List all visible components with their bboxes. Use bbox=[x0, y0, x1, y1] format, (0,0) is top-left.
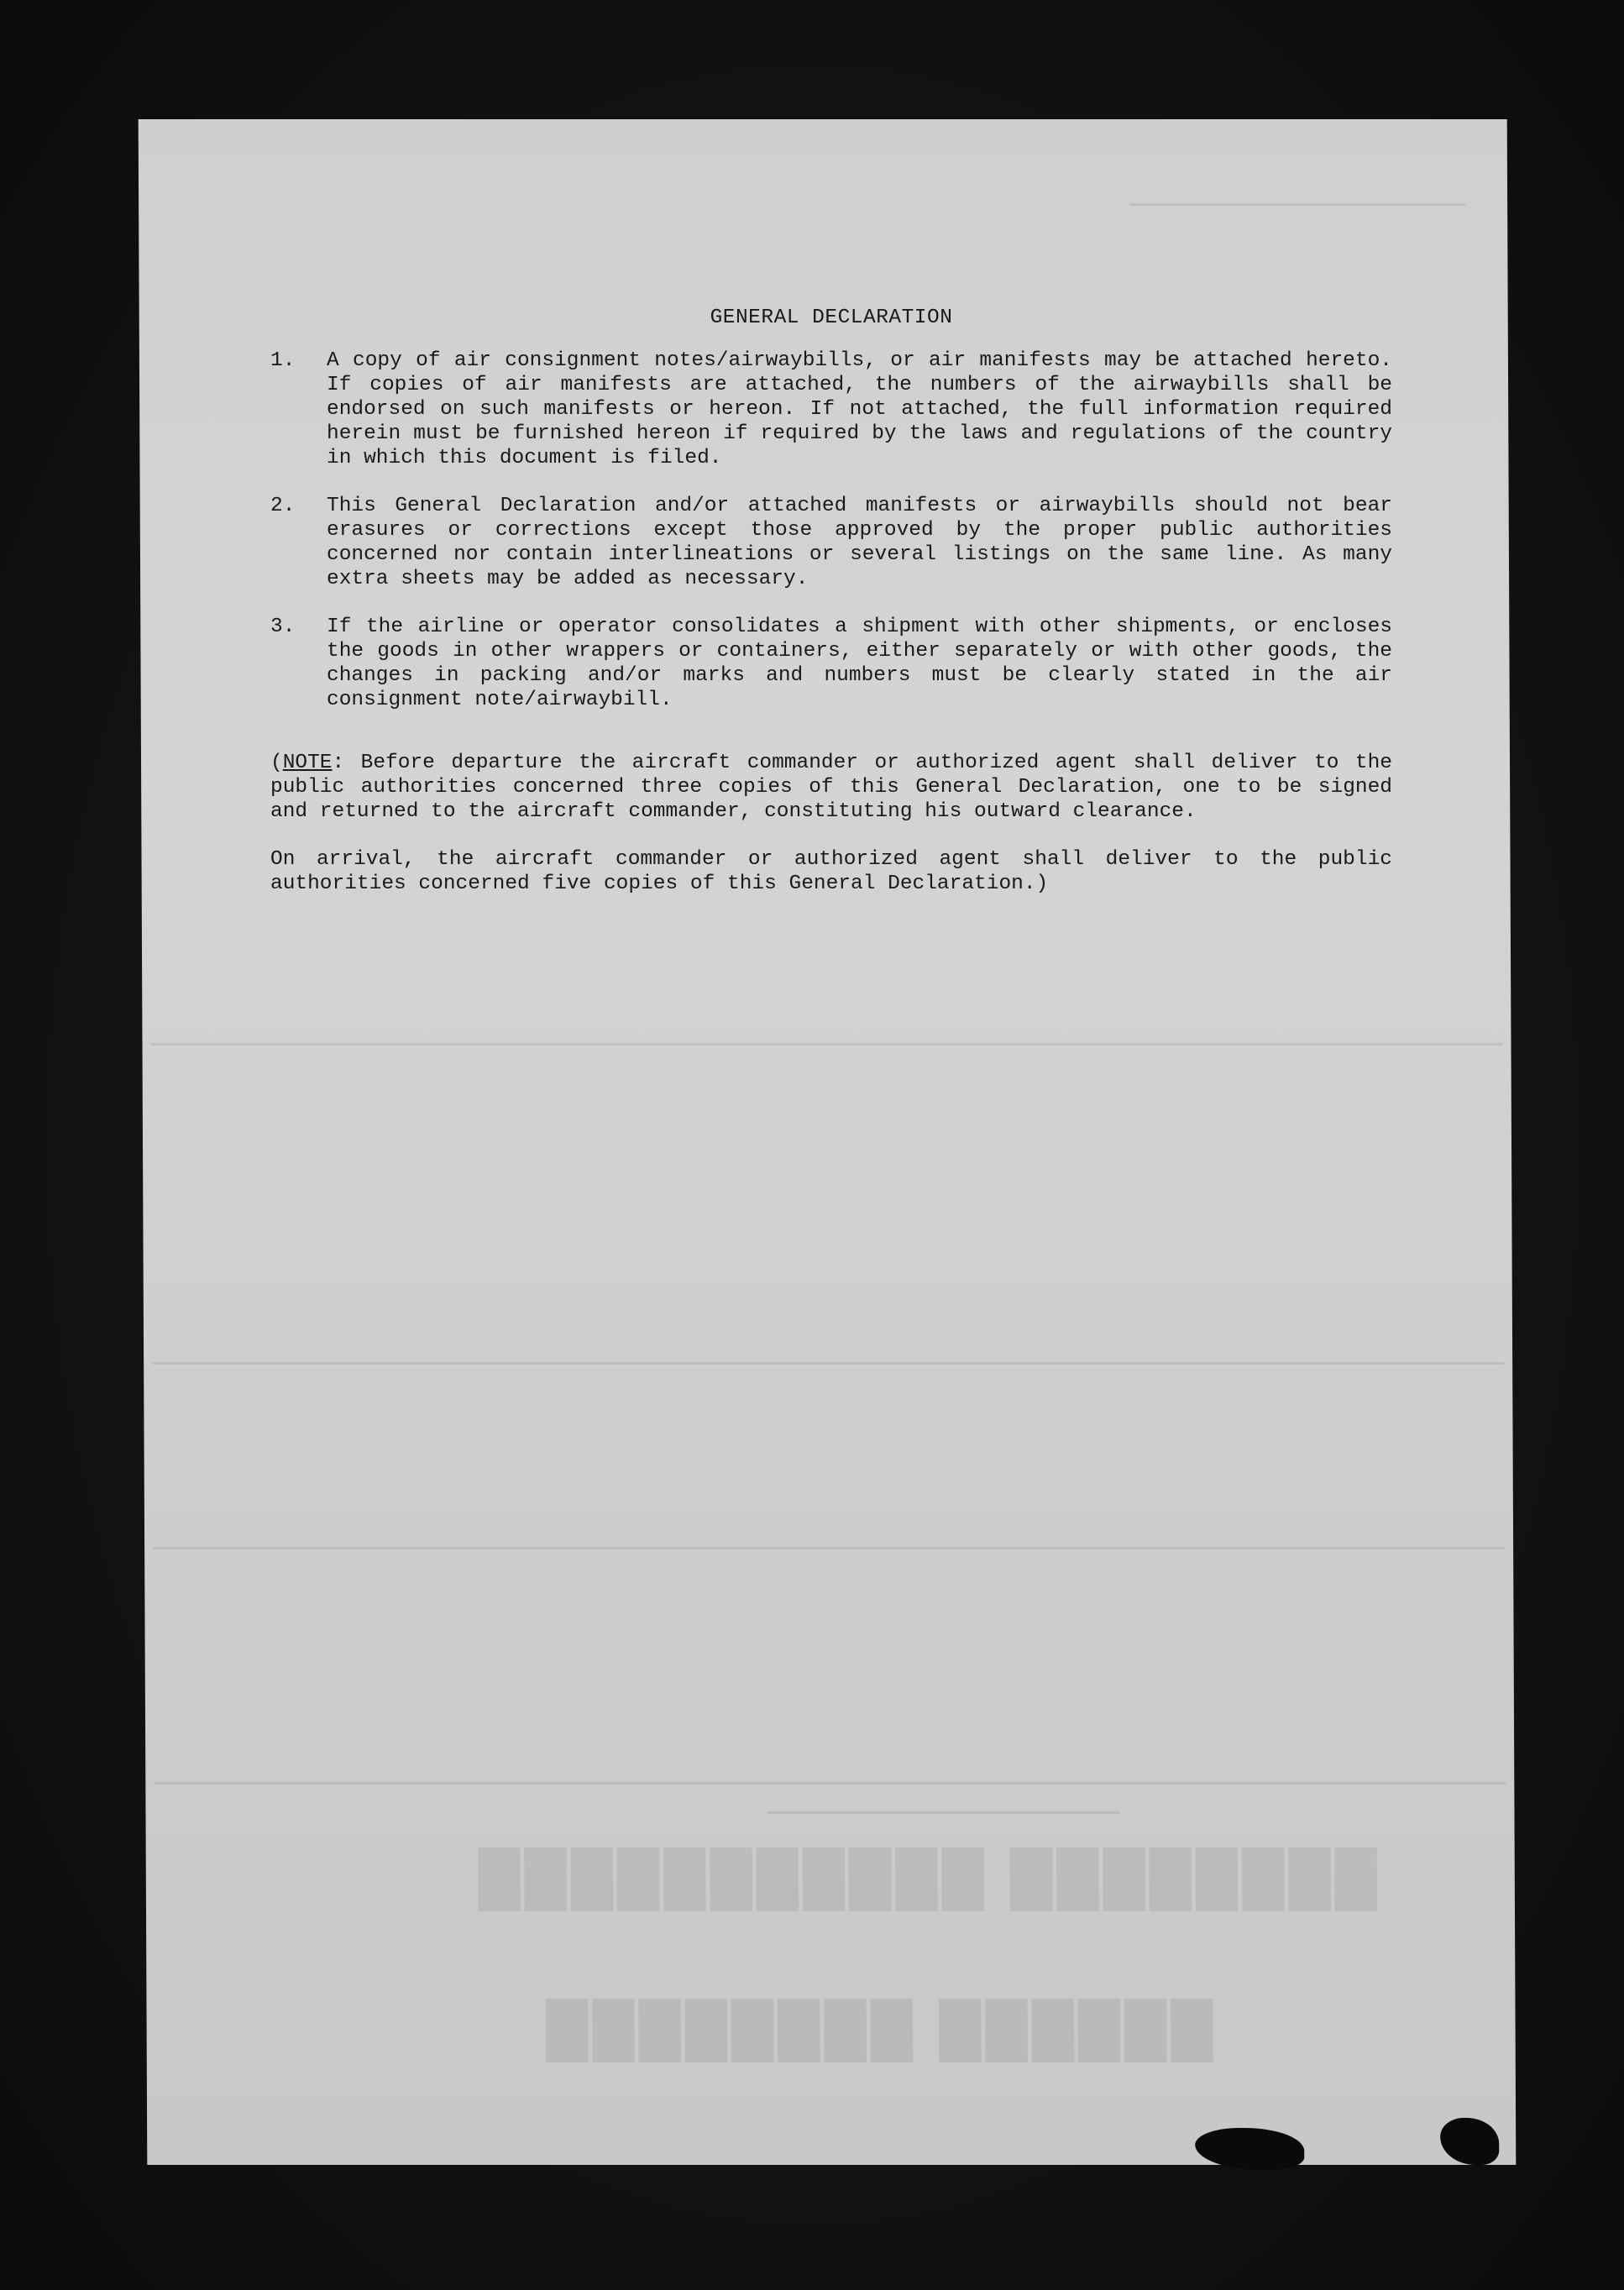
bleed-through-rule bbox=[153, 1547, 1505, 1549]
instruction-item bbox=[270, 348, 1392, 470]
departure-note bbox=[270, 751, 1392, 824]
arrival-note: On arrival, the aircraft commander or authorized agent shall deliver to the public authorities concerned five copies of this General Declaration.) bbox=[270, 848, 1392, 895]
bleed-through-rule bbox=[152, 1362, 1504, 1365]
item-number: 1. bbox=[270, 349, 296, 372]
item-number: 3. bbox=[270, 616, 296, 638]
bleed-through-rule bbox=[1129, 203, 1465, 206]
item-text: A copy of air consignment notes/airwaybills, or air manifests may be attached hereto. If copies of air manifests are attached, the numbers of the airwaybills shall be endorsed on such manifests or hereon. If not attached, the full information required herein must be furnished hereon if required by the laws and regulations of the country in which this document is filed. bbox=[327, 349, 1392, 469]
bleed-through-rule bbox=[154, 1782, 1506, 1784]
bleed-through-rule bbox=[767, 1811, 1119, 1814]
paper-damage-mark bbox=[1195, 2128, 1304, 2170]
declaration-body bbox=[270, 306, 1392, 896]
note-open-paren: ( bbox=[270, 752, 283, 774]
instruction-item bbox=[270, 494, 1392, 591]
paper-damage-mark bbox=[1440, 2118, 1499, 2165]
page-title: GENERAL DECLARATION bbox=[710, 307, 953, 329]
note-text: : Before departure the aircraft commander or authorized agent shall deliver to the public authorities concerned three copies of this General Declaration, one to be signed and returned to the aircraft commander, constituting his outward clearance. bbox=[270, 752, 1392, 823]
bleed-through-heading: ████████ ███████████ bbox=[473, 1849, 1377, 1911]
instruction-item bbox=[270, 615, 1392, 712]
item-number: 2. bbox=[270, 495, 296, 517]
note-label: NOTE bbox=[282, 752, 333, 774]
bleed-through-heading-2: ██████ ████████ bbox=[541, 2000, 1213, 2062]
item-text: If the airline or operator consolidates a shipment with other shipments, or encloses the goods in other wrappers or containers, either separately or with other goods, the changes in packing and/or marks and numbers must be clearly stated in the air consignment note/airwaybill. bbox=[327, 616, 1392, 711]
item-text: This General Declaration and/or attached manifests or airwaybills should not bear erasures or corrections except those approved by the proper public authorities concerned nor contain interlineations or several listings on the same line. As many extra sheets may be added as necessary. bbox=[327, 495, 1392, 590]
bleed-through-rule bbox=[150, 1043, 1502, 1045]
